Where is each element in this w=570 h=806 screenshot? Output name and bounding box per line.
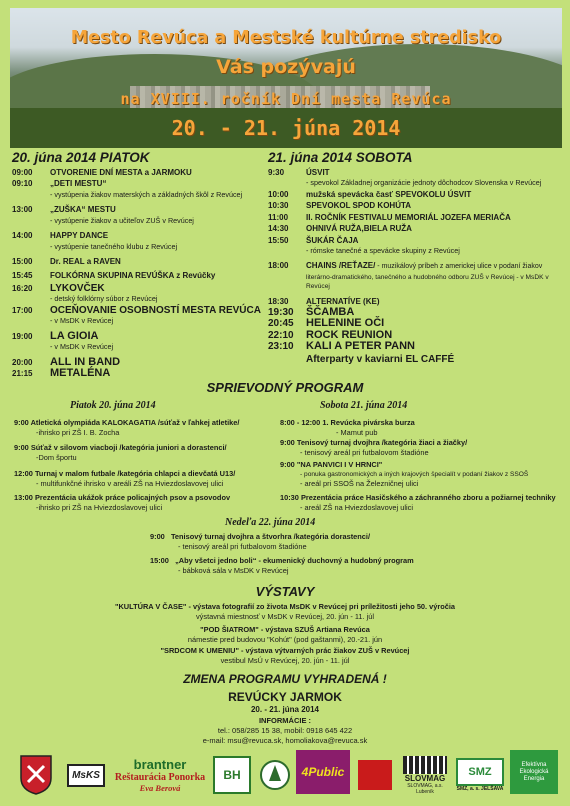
program-friday-head: Piatok 20. júna 2014: [70, 400, 156, 411]
event-sub: - vystúpenie tanečného klubu z Revúcej: [50, 241, 178, 251]
event-name: SPEVOKOL SPOD KOHÚTA: [306, 201, 412, 211]
event-name: OCEŇOVANIE OSOBNOSTÍ MESTA REVÚCA: [50, 304, 261, 316]
saturday-event: [268, 341, 563, 352]
program-item: 9:00 Tenisový turnaj dvojhra a štvorhra /kategória dorastenci/ - tenisový areál pri futbalovom štadióne: [150, 532, 371, 551]
saturday-event: [268, 167, 563, 178]
smz-logo: SMZ SMZ, a. s. JELŠAVA: [454, 750, 506, 800]
event-name: ÚSVIT: [306, 168, 330, 177]
saturday-column: [268, 150, 563, 366]
change-notice: ZMENA PROGRAMU VYHRADENÁ !: [183, 672, 387, 686]
program-item: 9:00 Súťaž v silovom viacboji /kategória juniori a dorastenci/ -Dom športu: [14, 443, 227, 462]
brantner-ponorka-logo: brantner Reštaurácia Ponorka Eva Berová: [114, 757, 206, 793]
event-name: ŠČAMBA: [306, 306, 355, 319]
event-time: 20:00: [12, 357, 33, 367]
program-saturday-head: Sobota 21. júna 2014: [320, 400, 408, 411]
event-time: 16:20: [12, 283, 33, 293]
afterparty: Afterparty v kaviarni EL CAFFÉ: [306, 353, 455, 365]
round-emblem-logo: [257, 750, 293, 800]
event-time: 10:30: [268, 201, 289, 211]
event-name: Dr. REAL a RAVEN: [50, 257, 121, 267]
program-item: 9:00 Atletická olympiáda KALOKAGATIA /súťaž v ľahkej atletike/ -ihrisko pri ZŠ I. B. Zocha: [14, 418, 240, 437]
event-time: 19:00: [12, 331, 33, 341]
event-name: LA GIOIA: [50, 329, 99, 342]
invitation-line: Vás pozývajú: [216, 56, 356, 78]
dates-line: 20. - 21. júna 2014: [171, 116, 401, 140]
event-inline: - muzikálový príbeh z americkej ulice v podaní žiakov: [375, 263, 543, 271]
event-time: 18:00: [268, 261, 289, 271]
event-time: 23:10: [268, 341, 294, 353]
event-sub: - detský folklórny súbor z Revúcej: [50, 294, 158, 304]
event-sub: - vystúpenia žiakov materských a základných škôl z Revúcej: [50, 189, 243, 199]
event-name: mužská spevácka časť SPEVOKOLU ÚSVIT: [306, 189, 472, 199]
saturday-event: [268, 223, 563, 234]
event-name: ŠUKÁR ČAJA: [306, 235, 359, 245]
friday-event: [12, 256, 274, 267]
4public-logo: 4Public: [296, 750, 350, 794]
emblem-icon: [259, 759, 291, 791]
friday-event: [12, 331, 274, 342]
event-name: METALÉNA: [50, 367, 111, 380]
event-sub: - vystúpenie žiakov a učiteľov ZUŠ v Revúcej: [50, 215, 194, 225]
program-item: 8:00 - 12:00 1. Revúcka pivárska burza - Mamut pub: [280, 418, 415, 437]
event-sub: - spevokol Základnej organizácie jednoty dôchodcov Slovenska v Revúcej: [306, 178, 542, 188]
program-item: 9:00 "NA PANVICI I V HRNCI" - ponuka gastronomických a iných krajových špecialít v podaní žiakov z SSOŠ - areál pri SSOŠ na Železničnej ulici: [280, 460, 529, 489]
event-time: 14:00: [12, 231, 33, 241]
friday-event: [12, 270, 274, 281]
event-time: 22:10: [268, 329, 294, 341]
slovmag-logo: SLOVMAG SLOVMAG, a.s. Lubeník: [400, 750, 450, 800]
red-flag-logo: [352, 750, 398, 800]
event-time: 09:10: [12, 179, 33, 189]
program-item: 15:00 „Aby všetci jedno boli“ - ekumenický duchovný a hudobný program - bábková sála v MsDK v Revúcej: [150, 556, 414, 575]
event-name: OHNIVÁ RUŽA,BIELA RUŽA: [306, 224, 412, 234]
event-time: 14:30: [268, 224, 289, 234]
event-name: LYKOVČEK: [50, 282, 105, 294]
program-sunday-head: Nedeľa 22. júna 2014: [225, 517, 316, 528]
program-title: SPRIEVODNÝ PROGRAM: [206, 380, 364, 395]
saturday-event: [268, 189, 563, 200]
event-time: 09:00: [12, 168, 33, 177]
program-item: 13:00 Prezentácia ukážok práce policajných psov a psovodov -ihrisko pri ZŠ na Hviezdoslavovej ulici: [14, 493, 231, 512]
event-time: 17:00: [12, 305, 33, 315]
saturday-event: [268, 200, 563, 211]
event-sub: - rómske tanečné a spevácke skupiny z Revúcej: [306, 245, 460, 255]
event-name: ROCK REUNION: [306, 328, 393, 341]
event-time: 18:30: [268, 296, 289, 306]
friday-event: [12, 230, 274, 241]
edition-line: na XVIII. ročník Dní mesta Revúca: [120, 90, 452, 108]
event-name: OTVORENIE DNÍ MESTA a JARMOKU: [50, 168, 192, 177]
saturday-event: [268, 260, 563, 272]
event-time: 9:30: [268, 168, 285, 177]
event-time: 15:00: [12, 257, 33, 267]
program-item: 10:30 Prezentácia práce Hasičského a záchranného zboru a požiarnej techniky - areál ZŠ na Hviezdoslavovej ulici: [280, 493, 556, 512]
event-time: 15:50: [268, 235, 289, 245]
event-name: „DETI MESTU“: [50, 179, 107, 189]
event-time: 15:45: [12, 270, 33, 280]
event-sub: literárno-dramatického, tanečného a hudobného odboru ZUŠ v Revúcej - v MsDK v Revúcej: [306, 273, 549, 291]
phone: tel.: 058/285 15 38, mobil: 0918 645 422: [217, 726, 353, 735]
fair-title: REVÚCKY JARMOK: [228, 690, 342, 704]
header-photo: [10, 8, 562, 148]
program-item: 12:00 Turnaj v malom futbale /kategória chlapci a dievčatá U13/ - multifunkčné ihrisko v areáli ZŠ na Hviezdoslavovej ulici: [14, 469, 236, 488]
fair-dates: 20. - 21. júna 2014: [250, 705, 320, 714]
coat-of-arms-icon: [19, 754, 53, 796]
energy-logo: Efektívna Ekologická Energia: [510, 750, 558, 794]
program-item: 9:00 Tenisový turnaj dvojhra /kategória žiaci a žiačky/ - tenisový areál pri futbalovom štadióne: [280, 438, 468, 457]
event-name: KALI A PETER PANN: [306, 340, 415, 353]
email: e-mail: msu@revuca.sk, homoliakova@revuca.sk: [202, 736, 368, 745]
event-sub: - v MsDK v Revúcej: [50, 316, 114, 326]
friday-event: [12, 368, 274, 379]
sponsor-logos: [0, 750, 570, 806]
info-title: INFORMÁCIE :: [258, 716, 312, 725]
event-name: HAPPY DANCE: [50, 231, 109, 241]
event-name: HELENINE OČI: [306, 317, 385, 330]
event-name: „ZUŠKA“ MESTU: [50, 205, 116, 215]
event-time: 19:30: [268, 307, 294, 319]
event-name: ALL IN BAND: [50, 355, 121, 368]
event-time: 10:00: [268, 189, 289, 199]
event-name: II. ROČNÍK FESTIVALU MEMORIÁL JOZEFA MERIAČA: [306, 212, 511, 222]
event-name: FOLKÓRNA SKUPINA REVÚŠKA z Revúčky: [50, 270, 216, 280]
revuca-coat-of-arms-logo: [16, 750, 56, 800]
exhibitions-title: VÝSTAVY: [255, 584, 315, 599]
friday-event: [12, 283, 274, 294]
saturday-title: 21. júna 2014 SOBOTA: [268, 150, 413, 165]
event-sub: - v MsDK v Revúcej: [50, 342, 114, 352]
bh-logo: BH: [210, 750, 254, 800]
event-name: CHAINS /REŤAZE/: [306, 261, 376, 271]
friday-event: [12, 204, 274, 215]
exhibition-item: "KULTÚRA V ČASE" - výstava fotografií zo života MsDK v Revúcej pri príležitosti jeho 50. výročia výstavná miestnosť v MsDK v Revúcej, 20. jún - 11. júl: [114, 602, 456, 621]
friday-column: [12, 150, 274, 379]
event-time: 13:00: [12, 205, 33, 215]
saturday-event: [268, 235, 563, 246]
exhibition-item: "SRDCOM K UMENIU" - výstava výtvarných prác žiakov ZUŠ v Revúcej vestibul MsÚ v Revúcej, 20. jún - 11. júl: [160, 646, 410, 665]
exhibition-item: "POD ŠIATROM" - výstava SZUŠ Artiana Revúca námestie pred budovou "Kohút" (pod gaštanmi), 20.-21. jún: [187, 625, 383, 644]
msks-logo: MsKS: [62, 750, 110, 800]
friday-event: [12, 167, 274, 178]
event-time: 20:45: [268, 318, 294, 330]
friday-title: 20. júna 2014 PIATOK: [12, 150, 150, 165]
friday-event: [12, 178, 274, 189]
event-time: 11:00: [268, 212, 289, 222]
event-time: 21:15: [12, 369, 33, 379]
saturday-event: [268, 212, 563, 223]
event-name: ALTERNATÍVE (KE): [306, 296, 380, 306]
organizers-line: Mesto Revúca a Mestské kultúrne stredisko: [70, 28, 502, 48]
friday-event: [12, 305, 274, 316]
